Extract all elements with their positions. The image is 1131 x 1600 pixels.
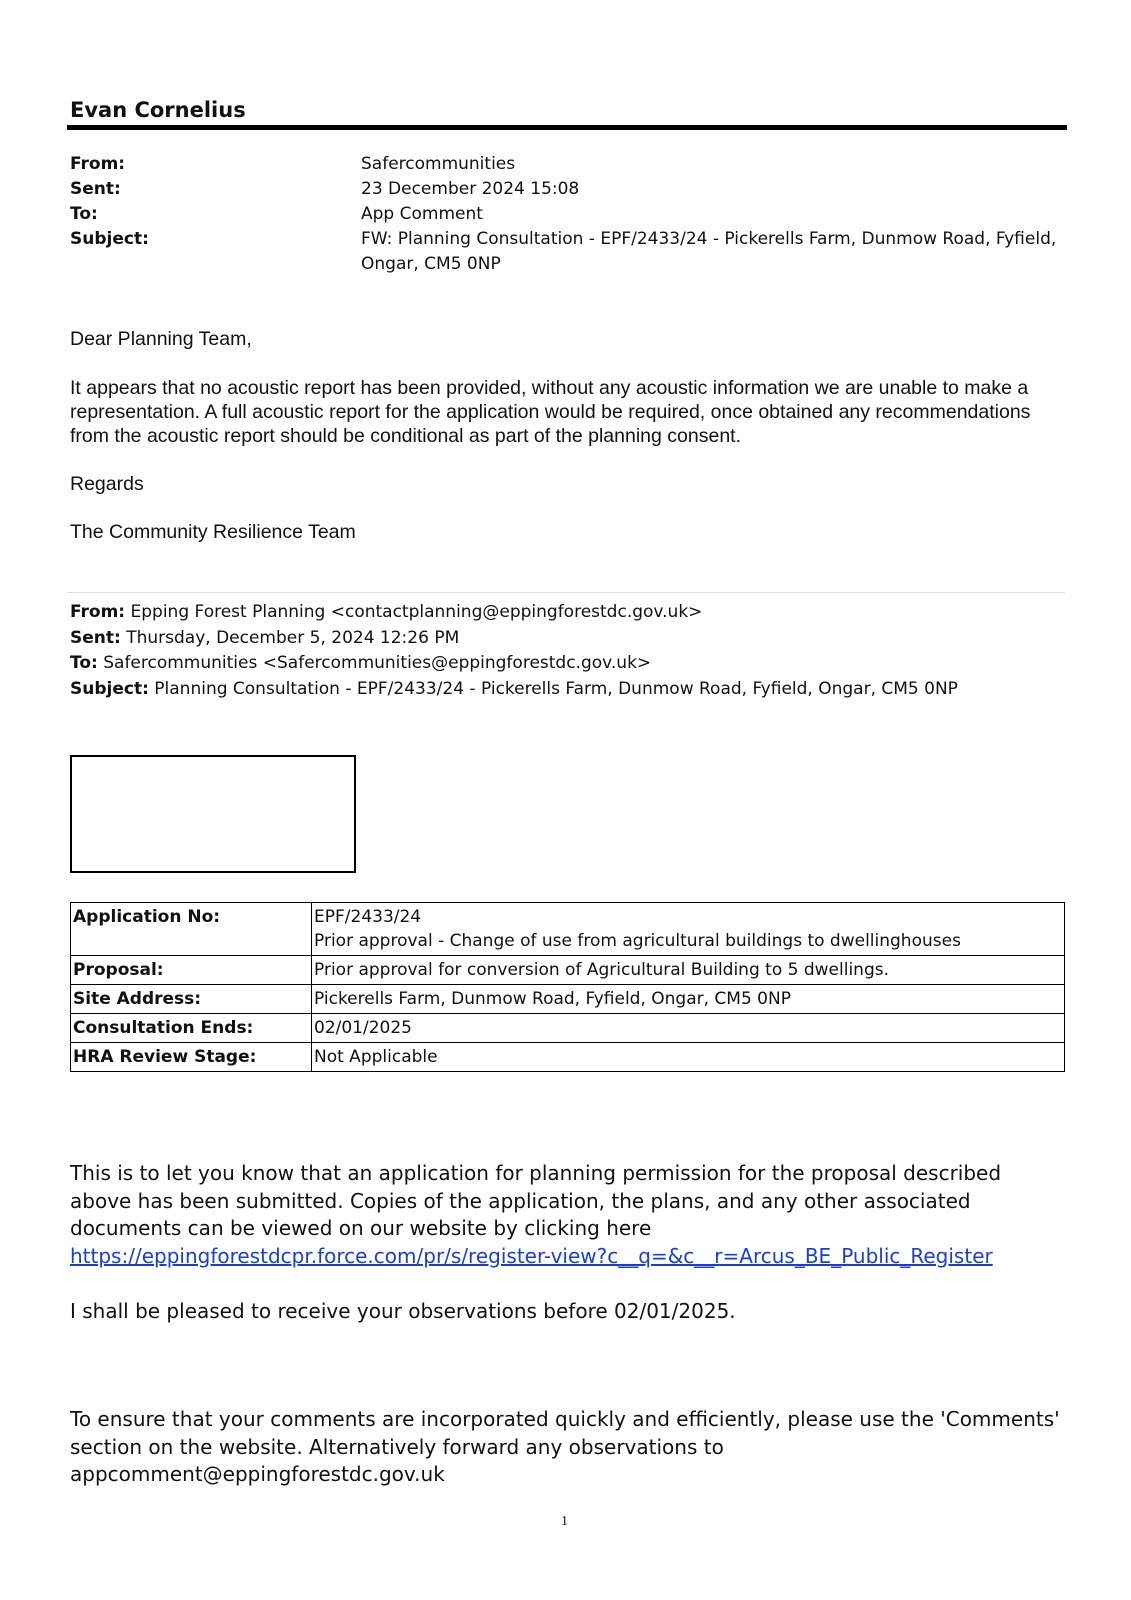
table-row bbox=[71, 1043, 1065, 1072]
row-value bbox=[312, 903, 1065, 956]
comments-text: To ensure that your comments are incorporated quickly and efficiently, please use the 'Comments' section on the website. Alternatively forward any observations to appcomment@eppingforestdc.gov.uk bbox=[70, 1407, 1060, 1486]
row-label: HRA Review Stage: bbox=[71, 1043, 312, 1072]
fwd-to-label: To: bbox=[70, 653, 98, 673]
table-row bbox=[71, 985, 1065, 1014]
author-name: Evan Cornelius bbox=[70, 98, 246, 122]
row-value: Prior approval for conversion of Agricultural Building to 5 dwellings. bbox=[312, 956, 1065, 985]
fwd-from: Epping Forest Planning <contactplanning@eppingforestdc.gov.uk> bbox=[130, 602, 703, 622]
to-value: App Comment bbox=[361, 204, 483, 224]
from-label: From: bbox=[70, 154, 126, 174]
fwd-from-label: From: bbox=[70, 602, 126, 622]
observations-text: I shall be pleased to receive your observations before 02/01/2025. bbox=[70, 1299, 736, 1323]
register-link[interactable]: https://eppingforestdcpr.force.com/pr/s/register-view?c__q=&c__r=Arcus_BE_Public_Register bbox=[70, 1243, 993, 1268]
header-rule bbox=[67, 125, 1067, 130]
row-label: Application No: bbox=[71, 903, 312, 956]
forwarded-header bbox=[70, 600, 958, 702]
from-value: Safercommunities bbox=[361, 154, 516, 174]
row-label: Proposal: bbox=[71, 956, 312, 985]
separator bbox=[67, 592, 1065, 593]
fwd-sent: Thursday, December 5, 2024 12:26 PM bbox=[126, 627, 460, 648]
row-value: Pickerells Farm, Dunmow Road, Fyfield, Ongar, CM5 0NP bbox=[312, 985, 1065, 1014]
to-label: To: bbox=[70, 204, 98, 224]
row-value: 02/01/2025 bbox=[312, 1014, 1065, 1043]
fwd-subject: Planning Consultation - EPF/2433/24 - Pickerells Farm, Dunmow Road, Fyfield, Ongar, CM5 0NP bbox=[154, 678, 958, 699]
page-number: 1 bbox=[561, 1514, 568, 1529]
table-row bbox=[71, 1014, 1065, 1043]
notice-text: This is to let you know that an application for planning permission for the proposal described above has been submitted. Copies of the application, the plans, and any other associated documents can be viewed on our website by clicking here bbox=[70, 1161, 1002, 1240]
reply-paragraph: It appears that no acoustic report has been provided, without any acoustic information we are unable to make a representation. A full acoustic report for the application would be required, once obtained any recommendations from the acoustic report should be conditional as part of the planning consent. bbox=[70, 377, 1031, 447]
table-row bbox=[71, 956, 1065, 985]
subject-value: FW: Planning Consultation - EPF/2433/24 - Pickerells Farm, Dunmow Road, Fyfield, Ongar, CM5 0NP bbox=[361, 229, 1057, 274]
application-table bbox=[70, 902, 1065, 1072]
row-value: Not Applicable bbox=[312, 1043, 1065, 1072]
fwd-subject-label: Subject: bbox=[70, 678, 149, 699]
row-label: Consultation Ends: bbox=[71, 1014, 312, 1043]
regards: Regards bbox=[70, 473, 144, 495]
email-header bbox=[70, 152, 1061, 277]
sent-value: 23 December 2024 15:08 bbox=[361, 179, 580, 199]
fwd-sent-label: Sent: bbox=[70, 627, 121, 648]
notice-paragraph bbox=[70, 1160, 1060, 1270]
logo-placeholder bbox=[70, 755, 356, 873]
sent-label: Sent: bbox=[70, 179, 121, 199]
fwd-to: Safercommunities <Safercommunities@eppingforestdc.gov.uk> bbox=[103, 653, 652, 673]
signature: The Community Resilience Team bbox=[70, 521, 356, 543]
table-row bbox=[71, 903, 1065, 956]
subject-label: Subject: bbox=[70, 229, 149, 249]
application-type: Prior approval - Change of use from agricultural buildings to dwellinghouses bbox=[314, 931, 961, 951]
row-label: Site Address: bbox=[71, 985, 312, 1014]
application-number: EPF/2433/24 bbox=[314, 907, 422, 927]
greeting: Dear Planning Team, bbox=[70, 328, 252, 350]
